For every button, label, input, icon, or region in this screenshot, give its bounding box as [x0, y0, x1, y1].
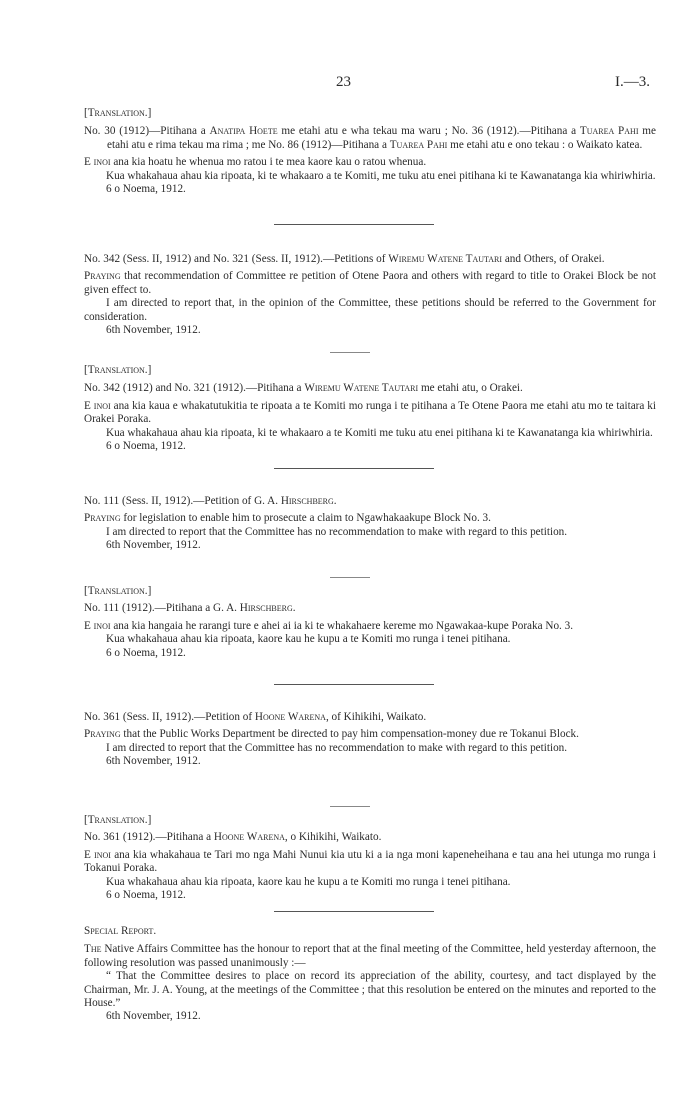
report-text: Kua whakahaua ahau kia ripoata, ki te whakaaro a te Komiti, me tuku atu enei pitihana ki te Kawanatanga kia whiriwhiria.	[106, 169, 656, 182]
translation-label: [Translation.]	[84, 364, 152, 376]
petition-title: No. 342 (1912) and No. 321 (1912).—Pitihana a Wiremu Watene Tautari me etahi atu, o Orakei.	[84, 382, 523, 395]
report-date: 6 o Noema, 1912.	[106, 646, 186, 659]
prayer-text: E inoi ana kia whakahaua te Tari mo nga Mahi Nunui kia utu ki a ia nga moni kapeneheihana e tau ana hei utunga mo runga i Tokanui Poraka.	[84, 848, 656, 875]
prayer-text: E inoi ana kia kaua e whakatutukitia te ripoata a te Komiti mo runga i te pitihana a Te Otene Paora me etahi atu mo te taitara ki Orakei Poraka.	[84, 399, 657, 426]
translation-3	[84, 585, 656, 660]
report-text: Kua whakahaua ahau kia ripoata, kaore kau he kupu a te Komiti mo runga i tenei pitihana.	[106, 633, 511, 646]
special-report-heading: Special Report.	[84, 925, 157, 937]
short-divider	[330, 806, 370, 807]
report-text: I am directed to report that the Committee has no recommendation to make with regard to this petition.	[106, 741, 568, 754]
report-text: Kua whakahaua ahau kia ripoata, ki te whakaaro a te Komiti me tuku atu enei pitihana ki te Kawanatanga kia whiriwhiria.	[106, 426, 653, 439]
petition-342-english	[84, 253, 656, 337]
translation-label: [Translation.]	[84, 585, 152, 597]
report-date: 6th November, 1912.	[106, 324, 201, 337]
translation-label: [Translation.]	[84, 814, 152, 826]
petition-title: No. 111 (Sess. II, 1912).—Petition of G. A. Hirschberg.	[84, 495, 337, 507]
prayer-text: Praying for legislation to enable him to prosecute a claim to Ngawhakaakupe Block No. 3.	[84, 512, 491, 525]
resolution-text: “ That the Committee desires to place on record its appreciation of the ability, courtesy, and tact displayed by the Chairman, Mr. J. A. Young, at the meetings of the Committee ; that this resolution be entered on the minutes and reported to the House.”	[84, 970, 656, 1010]
translation-2	[84, 364, 656, 453]
report-date: 6th November, 1912.	[106, 539, 201, 552]
report-date: 6 o Noema, 1912.	[106, 183, 186, 196]
report-text: Kua whakahaua ahau kia ripoata, kaore kau he kupu a te Komiti mo runga i tenei pitihana.	[106, 875, 511, 888]
petition-title: No. 361 (1912).—Pitihana a Hoone Warena, o Kihikihi, Waikato.	[84, 831, 382, 844]
translation-label: [Translation.]	[84, 107, 152, 119]
petition-111-english	[84, 495, 656, 553]
page-number: 23	[336, 74, 351, 90]
report-date: 6 o Noema, 1912.	[106, 889, 186, 902]
prayer-text: Praying that the Public Works Department be directed to pay him compensation-money due re Tokanui Block.	[84, 728, 579, 741]
prayer-text: E inoi ana kia hoatu he whenua mo ratou i te mea kaore kau o ratou whenua.	[84, 156, 427, 169]
petition-361-english	[84, 711, 656, 769]
petition-title: No. 30 (1912)—Pitihana a Anatipa Hoete me etahi atu e wha tekau ma waru ; No. 36 (1912).—Pitihana a Tuarea Pahi me etahi atu e rima tekau ma rima ; me No. 86 (1912)—Pitihana a Tuarea Pahi me etahi atu e ono tekau : o Waikato katea.	[84, 125, 656, 151]
prayer-text: Praying that recommendation of Committee re petition of Otene Paora and others with regard to title to Orakei Block be not given effect to.	[84, 270, 656, 296]
special-report-intro: The Native Affairs Committee has the honour to report that at the final meeting of the Committee, held yesterday afternoon, the following resolution was passed unanimously :—	[84, 943, 656, 969]
prayer-text: E inoi ana kia hangaia he rarangi ture e ahei ai ia ki te whakahaere kereme mo Ngawakaa-kupe Poraka No. 3.	[84, 619, 574, 632]
section-divider	[274, 224, 434, 225]
petition-title: No. 342 (Sess. II, 1912) and No. 321 (Sess. II, 1912).—Petitions of Wiremu Watene Tautari and Others, of Orakei.	[84, 253, 605, 265]
translation-1	[84, 107, 656, 196]
report-text: I am directed to report that the Committee has no recommendation to make with regard to this petition.	[106, 525, 568, 538]
short-divider	[330, 352, 370, 353]
special-report	[84, 925, 656, 1024]
short-divider	[330, 577, 370, 578]
report-text: I am directed to report that, in the opinion of the Committee, these petitions should be referred to the Government for consideration.	[84, 297, 656, 323]
petition-title: No. 111 (1912).—Pitihana a G. A. Hirschberg.	[84, 602, 296, 615]
report-date: 6 o Noema, 1912.	[106, 440, 186, 453]
report-date: 6th November, 1912.	[106, 1010, 201, 1023]
translation-4	[84, 814, 656, 902]
section-divider	[274, 468, 434, 469]
section-divider	[274, 684, 434, 685]
page-header	[0, 74, 700, 94]
document-reference: I.—3.	[615, 74, 650, 90]
report-date: 6th November, 1912.	[106, 755, 201, 768]
section-divider	[274, 911, 434, 912]
petition-title: No. 361 (Sess. II, 1912).—Petition of Hoone Warena, of Kihikihi, Waikato.	[84, 711, 427, 723]
